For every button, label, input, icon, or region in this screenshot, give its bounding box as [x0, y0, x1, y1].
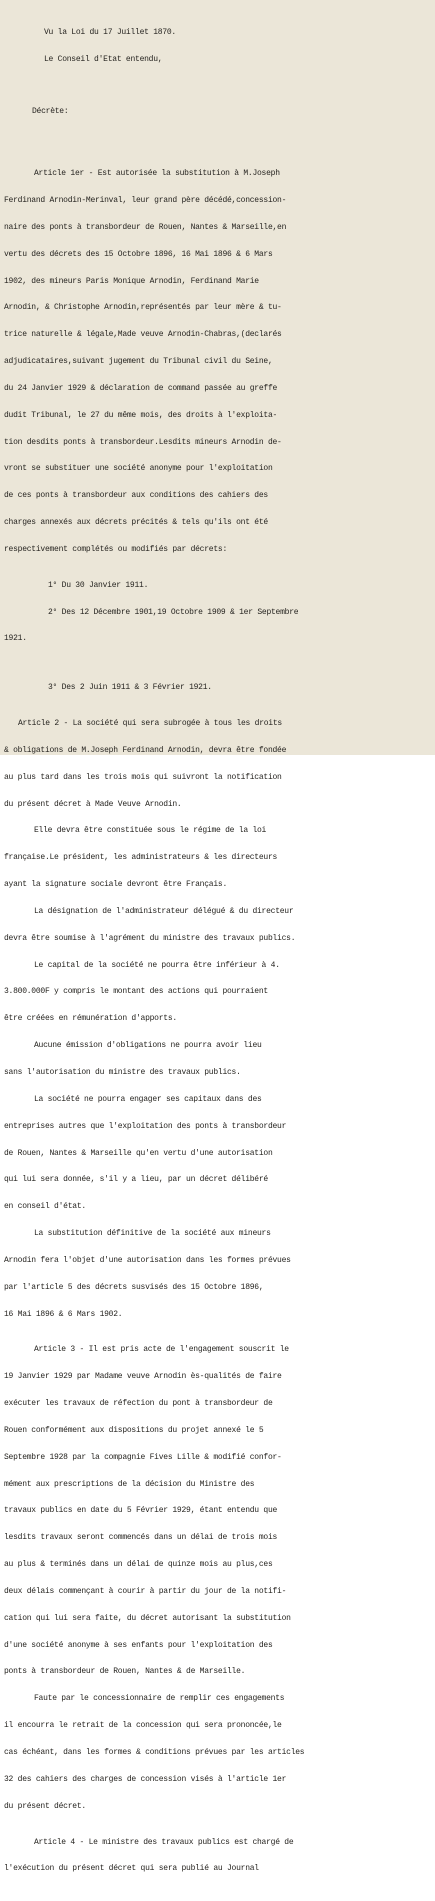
article-2-line: Arnodin fera l'objet d'une autorisation dans les formes prévues [4, 1255, 291, 1265]
article-1-line: respectivement complétés ou modifiés par décrets: [4, 544, 227, 554]
article-2-line: au plus tard dans les trois mois qui suivront la notification [4, 772, 282, 782]
article-3-line: cas échéant, dans les formes & conditions prévues par les articles [4, 1748, 305, 1758]
article-2-line: devra être soumise à l'agrément du ministre des travaux publics. [4, 933, 296, 943]
article-1-line: Ferdinand Arnodin-Merinval, leur grand père décédé,concession- [4, 196, 287, 205]
article-1-line: tion desdits ponts à transbordeur.Lesdits mineurs Arnodin de- [4, 437, 282, 447]
article-2-line: La désignation de l'administrateur délégué & du directeur [34, 906, 294, 916]
article-2-line: de Rouen, Nantes & Marseille qu'en vertu d'une autorisation [4, 1148, 273, 1158]
article-2-line: en conseil d'état. [4, 1202, 86, 1212]
article-2-line: sans l'autorisation du ministre des travaux publics. [4, 1067, 241, 1077]
article-3-line: Faute par le concessionnaire de remplir ces engagements [34, 1694, 285, 1704]
article-3-line: Septembre 1928 par la compagnie Fives Lille & modifié confor- [4, 1452, 282, 1462]
article-3-line: travaux publics en date du 5 Février 1929, étant entendu que [4, 1506, 278, 1516]
article-3-line: ponts à transbordeur de Rouen, Nantes & de Marseille. [4, 1667, 246, 1677]
article-3-line: cation qui lui sera faite, du décret autorisant la substitution [4, 1613, 291, 1623]
date-list-item: 1° Du 30 Janvier 1911. [48, 580, 149, 590]
article-3-line: du présent décret. [4, 1801, 86, 1811]
article-4-line: l'exécution du présent décret qui sera publié au Journal [4, 1864, 259, 1874]
article-3-line: 32 des cahiers des charges de concession visés à l'article 1er [4, 1774, 287, 1784]
article-3-line: lesdits travaux seront commencés dans un délai de trois mois [4, 1533, 278, 1543]
date-list-item: 1921. [4, 634, 27, 644]
article-2-line: par l'article 5 des décrets susvisés des 15 Octobre 1896, [4, 1282, 264, 1292]
article-2-line: ayant la signature sociale devront être Français. [4, 880, 227, 890]
article-2-line: qui lui sera donnée, s'il y a lieu, par un décret délibéré [4, 1175, 268, 1185]
article-1-line: trice naturelle & légale,Made veuve Arnodin-Chabras,(declarés [4, 330, 282, 340]
date-list-item: 2° Des 12 Décembre 1901,19 Octobre 1909 & 1er Septembre [48, 607, 299, 617]
header-line: Vu la Loi du 17 Juillet 1870. [44, 27, 176, 37]
article-2-line: entreprises autres que l'exploitation des ponts à transbordeur [4, 1121, 287, 1131]
article-2-line: & obligations de M.Joseph Ferdinand Arnodin, devra être fondée [4, 745, 287, 755]
article-1-line: adjudicataires,suivant jugement du Tribunal civil du Seine, [4, 357, 273, 367]
article-2-line: du présent décret à Made Veuve Arnodin. [4, 799, 182, 809]
article-2-line: Le capital de la société ne pourra être inférieur à 4. [34, 960, 280, 970]
article-3-line: exécuter les travaux de réfection du pont à transbordeur de [4, 1399, 273, 1409]
article-2-line: Elle devra être constituée sous le régime de la loi [34, 826, 267, 836]
article-2-line: La substitution définitive de la société aux mineurs [34, 1229, 271, 1239]
article-3-line: Rouen conformément aux dispositions du projet annexé le 5 [4, 1425, 264, 1435]
article-3-line: mément aux prescriptions de la décision du Ministre des [4, 1479, 255, 1489]
article-3-line: Article 3 - Il est pris acte de l'engagement souscrit le [34, 1345, 289, 1355]
article-1-line: 1902, des mineurs Paris Monique Arnodin, Ferdinand Marie [4, 276, 259, 286]
article-2-line: La société ne pourra engager ses capitaux dans des [34, 1094, 262, 1104]
date-list-item: 3° Des 2 Juin 1911 & 3 Février 1921. [48, 683, 212, 693]
article-2-line: 3.800.000F y compris le montant des actions qui pourraient [4, 987, 268, 997]
article-3-line: 19 Janvier 1929 par Madame veuve Arnodin ès-qualités de faire [4, 1372, 282, 1382]
article-1-line: charges annexés aux décrets précités & tels qu'ils ont été [4, 518, 268, 528]
article-3-line: au plus & terminés dans un délai de quinze mois au plus,ces [4, 1560, 273, 1570]
article-3-line: d'une société anonyme à ses enfants pour l'exploitation des [4, 1640, 273, 1650]
spacer [4, 83, 429, 91]
article-4-line: Article 4 - Le ministre des travaux publics est chargé de [34, 1837, 294, 1847]
article-2-line: française.Le président, les administrateurs & les directeurs [4, 853, 278, 863]
decree-title: Décrète: [32, 107, 69, 117]
article-3-line: il encourra le retrait de la concession qui sera prononcée,le [4, 1721, 282, 1731]
article-1-line: du 24 Janvier 1929 & déclaration de command passée au greffe [4, 383, 278, 393]
article-1-line: vront se substituer une société anonyme pour l'exploitation [4, 464, 273, 474]
spacer [4, 662, 429, 666]
article-1-line: vertu des décrets des 15 Octobre 1896, 16 Mai 1896 & 6 Mars [4, 249, 273, 259]
header-line: Le Conseil d'Etat entendu, [44, 54, 163, 64]
article-2-line: 16 Mai 1896 & 6 Mars 1902. [4, 1309, 123, 1319]
article-1-line: de ces ponts à transbordeur aux conditions des cahiers des [4, 491, 268, 501]
article-2-line: être créées en rémunération d'apports. [4, 1014, 177, 1024]
typewritten-text [4, 2, 429, 1901]
article-1-line: dudit Tribunal, le 27 du même mois, des droits à l'exploita- [4, 410, 278, 420]
article-1-line: Article 1er - Est autorisée la substitution à M.Joseph [34, 169, 280, 179]
spacer [4, 135, 429, 143]
article-1-line: Arnodin, & Christophe Arnodin,représentés par leur mère & tu- [4, 303, 282, 313]
article-1-line: naire des ponts à transbordeur de Rouen, Nantes & Marseille,en [4, 222, 287, 232]
article-2-line: Article 2 - La société qui sera subrogée à tous les droits [18, 719, 282, 728]
article-3-line: deux délais commençant à courir à partir du jour de la notifi- [4, 1586, 287, 1596]
article-2-line: Aucune émission d'obligations ne pourra avoir lieu [34, 1041, 262, 1051]
